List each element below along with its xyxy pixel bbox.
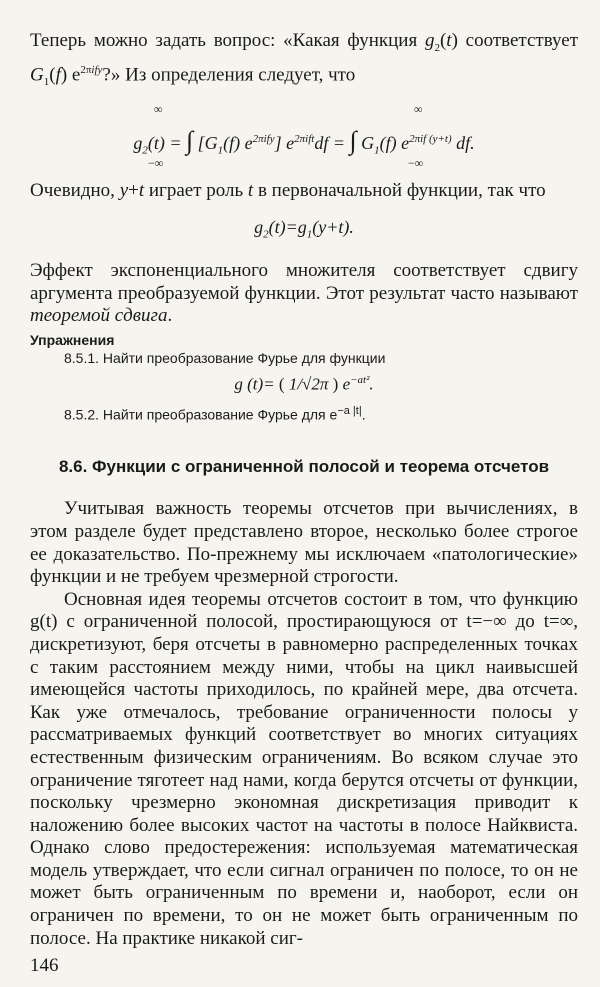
page-number: 146 (30, 955, 59, 976)
exercise-8-5-1: 8.5.1. Найти преобразование Фурье для функции (64, 350, 386, 367)
page-body (30, 30, 578, 950)
paragraph-sampling-intro: Учитывая важность теоремы отсчетов при вычислениях, в этом разделе будет представлено второе, несколько более строгое ее доказательство. По-прежнему мы исключаем «патологические» функции и не требуем чрезмерной строгости. (30, 498, 578, 588)
paragraph-obvious: Очевидно, y+t играет роль t в первоначальной функции, так что (30, 180, 546, 202)
equation-shift-result: $g_2(t)=g_1(y+t)$. (254, 216, 354, 241)
equation-shift-derivation: ∞ −∞ ∞ −∞ $g_2(t)$ = ∫ [$G_1(f)$ $e^{2\pi ify}$] $e^{2\pi ift}df$ = ∫ $G_1(f)$ $e^{2\pi if (y+t)}$ df. (133, 102, 475, 171)
paragraph-sampling-idea: Основная идея теоремы отсчетов состоит в том, что функцию g(t) с ограниченной полосой, простирающуюся от t=−∞ до t=∞, дискретизуют, беря отсчеты в равномерно распределенных точках с таким расстоянием между ними, чтобы на цикл наивысшей имеющейся частоты приходилось, по крайней мере, два отсчета. Как уже отмечалось, требование ограниченности полосы у рассматриваемых функций соответствует во многих ситуациях естественным физическим ограничениям. Во всяком случае это ограничение тяготеет над нами, когда берутся отсчеты от функции, поскольку чрезмерно экономная дискретизация приводит к наложению более высоких частот на частоты в полосе Найквиста. Однако слово предостережения: используемая математическая модель утверждает, что если сигнал ограничен по полосе, то он не может быть ограниченным по времени и, наоборот, если он ограничен по времени, то он не может быть ограниченным по полосе. На практике никакой сиг- (30, 588, 578, 949)
exercise-8-5-1-equation: g (t)= ( 1/√2π ) $e^{-at^2}$. (234, 374, 374, 394)
paragraph-shift-theorem: Эффект экспоненциального множителя соответствует сдвигу аргумента преобразуемой функции. Этот результат часто называют теоремой сдвига. (30, 260, 578, 327)
section-title: 8.6. Функции с ограниченной полосой и теорема отсчетов (58, 457, 550, 477)
paragraph-intro: Теперь можно задать вопрос: «Какая функция $g_2(t)$ соответствует $G_1(f)$ $e^{2\pi ify}$?» Из определения следует, что (30, 30, 579, 89)
exercises-title: Упражнения (30, 332, 115, 349)
exercise-8-5-2: 8.5.2. Найти преобразование Фурье для $e^{-a |t|}$. (64, 404, 366, 423)
